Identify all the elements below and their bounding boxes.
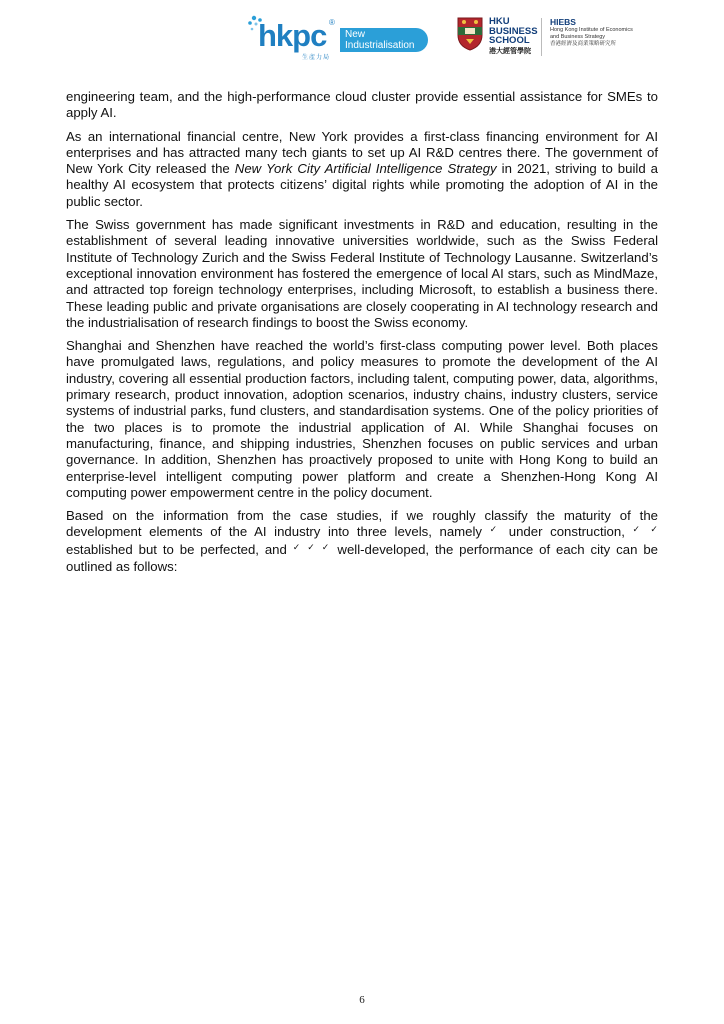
- hkpc-wordmark: hkpc: [258, 18, 327, 53]
- new-york-strategy-title: New York City Artificial Intelligence Strategy: [234, 161, 497, 177]
- tag-line-industrialisation: Industrialisation: [345, 40, 415, 51]
- paragraph-shanghai-shenzhen: Shanghai and Shenzhen have reached the world’s first-class computing power level. Both places have promulgated laws, regulations, and policy measures to promote the development of the AI industry, covering all essential production factors, including talent, computing power, data, algorithms, primary research, product innovation, adoption scenarios, industry chains, industry clusters, service systems of industrial parks, fund clusters, and standardisation systems. One of the policy priorities of the two places is to promote the industrial application of AI. While Shanghai focuses on manufacturing, finance, and shipping industries, Shenzhen focuses on public services and urban governance. In addition, Shenzhen has proactively proposed to unite with Hong Kong to build an enterprise-level intelligent computing power platform and create a Shenzhen-Hong Kong AI computing power empowerment centre in the policy document.: [66, 338, 658, 500]
- triple-check-icon: ✓ ✓ ✓: [292, 541, 332, 552]
- double-check-icon: ✓ ✓: [632, 524, 658, 535]
- check-icon: ✓: [489, 524, 502, 535]
- paragraph-maturity-levels: [66, 508, 658, 575]
- maturity-text-4: well-developed, the performance of each city can be outlined as follows:: [66, 541, 658, 575]
- hiebs-name-line1: Hong Kong Institute of Economics: [550, 27, 633, 33]
- maturity-text-3: established but to be perfected, and: [66, 541, 293, 557]
- document-body: [66, 89, 658, 582]
- page-number: 6: [359, 994, 365, 1006]
- logo-divider: [541, 18, 542, 56]
- page-header: [0, 0, 724, 70]
- hku-crest-icon: [457, 17, 483, 51]
- hiebs-chinese-name: 香港經濟及商業策略研究所: [550, 41, 617, 47]
- maturity-text-1: Based on the information from the case studies, if we roughly classify the maturity of the development elements of the AI industry into three levels, namely: [66, 508, 658, 540]
- paragraph-new-york: [66, 129, 658, 210]
- school-line: SCHOOL: [489, 35, 530, 46]
- hku-chinese-name: 港大經管學院: [489, 48, 531, 55]
- new-york-text-before: As an international financial centre, New York provides a first-class financing environment for AI enterprises and has attracted many tech giants to set up AI R&D centres there. The government of New York City released the: [66, 128, 658, 177]
- hiebs-title: HIEBS: [550, 17, 576, 27]
- paragraph-switzerland: The Swiss government has made significant investments in R&D and education, resulting in the establishment of several leading innovative universities worldwide, such as the Swiss Federal Institute of Technology Zurich and the Swiss Federal Institute of Technology Lausanne. Switzerland’s exceptional innovation environment has fostered the emergence of local AI stars, such as MindMaze, and attracted top foreign technology enterprises, including Microsoft, to establish a business there. These leading public and private organisations are closely cooperating in AI technology research and the industrialisation of research findings to boost the Swiss economy.: [66, 217, 658, 330]
- new-industrialisation-tag: [340, 28, 428, 52]
- hiebs-logo: [550, 17, 633, 48]
- hkpc-chinese-name: 生產力局: [302, 55, 331, 61]
- hkpc-logo: [246, 14, 436, 60]
- paragraph-sme-support: engineering team, and the high-performance cloud cluster provide essential assistance for SMEs to apply AI.: [66, 89, 658, 121]
- hku-line: HKU: [489, 16, 510, 27]
- hku-business-school-logo: [457, 17, 667, 59]
- registered-mark: ®: [329, 18, 335, 27]
- business-line: BUSINESS: [489, 25, 538, 37]
- hiebs-name-line2: and Business Strategy: [550, 34, 606, 40]
- new-york-text-after: in 2021, striving to build a healthy AI ecosystem that protects citizens’ digital rights while promoting the adoption of AI in the public sector.: [66, 161, 659, 209]
- tag-line-new: New: [345, 29, 366, 40]
- hku-business-school-name: [489, 17, 538, 46]
- maturity-text-2: under construction,: [501, 524, 633, 540]
